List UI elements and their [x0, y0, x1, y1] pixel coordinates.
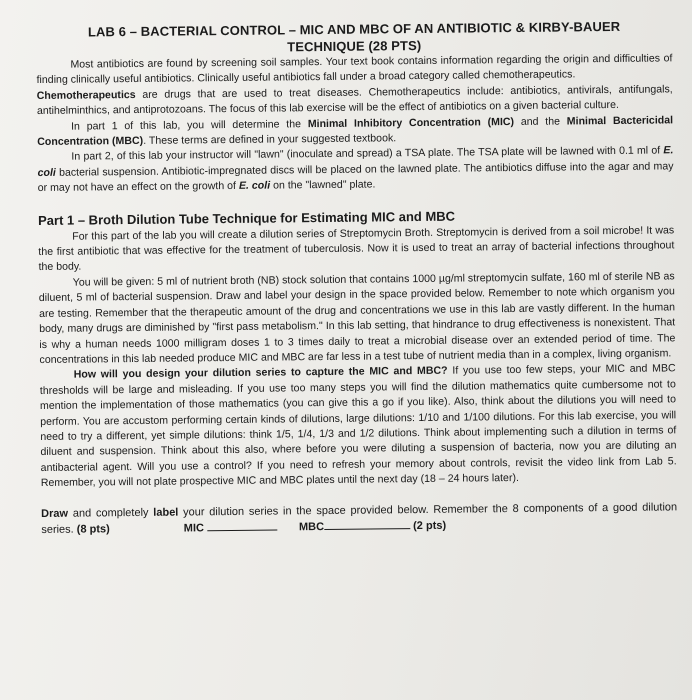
part1-paragraph-3-text: If you use too few steps, your MIC and MBC thresholds will be large and misleading. If you use too many steps you will find the dilution mathematics quite cumbersome not to mention the implementation of those mathematics (you can give this a go if you like). Also, think about the dilutions you will need to perform. You are accustom performing certain kinds of dilutions, large dilutions: 1/10 and 1/100 dilutions. For this lab exercise, you will need to try a different, yet simple dilutions: think 1/5, 1/4, 1/3 and 1/2 dilutions. Think about implementing such a dilution in terms of diluent and suspension. Think about this also, where before you were diluting a suspension of bacteria, now you are diluting an antibacterial agent. Will you use a control? If you need to refresh your memory about controls, revisit the video link from Lab 5. Remember, you will not plate prospective MIC and MBC plates until the next day (18 – 24 hours later). [39, 362, 677, 490]
draw-instruction [41, 499, 677, 538]
part1-paragraph-1: For this part of the lab you will create a dilution series of Streptomycin Broth. Streptomycin is derived from a soil microbe! It was the first antibiotic that was effective for the treatment of tuberculosis. Now it is used to treat an array of bacterial infections throughout the body. [38, 223, 675, 274]
doc-title-line2: TECHNIQUE (28 PTS) [287, 37, 422, 55]
organism-name: E. coli [37, 144, 674, 179]
part1-paragraph-2: You will be given: 5 ml of nutrient broth (NB) stock solution that contains 1000 µg/ml streptomycin sulfate, 160 ml of sterile NB as diluent, 5 ml of bacterial suspension. Draw and label your design in the space provided below. Remember to note which organism you are testing. Remember that the therapeutic amount of the drug and concentrations we use in this lab are vastly different. In the human body, many drugs are diminished by "first pass metabolism." In this lab setting, that hindrance to drug effectiveness is nonexistent. That is why a human needs 1000 milligram doses 1 to 3 times daily to treat a microbial disease over an extended period of time. The concentrations in this lab needed produce MIC and MBC are far less in a test tube of nutrient media than in a complex, living organism. [38, 270, 676, 366]
draw-text-1: and completely [67, 506, 154, 520]
intro-p3-text-a: In part 1 of this lab, you will determine the [71, 117, 308, 133]
mbc-answer-blank[interactable] [324, 518, 410, 530]
design-question: How will you design your dilution series to capture the MIC and MBC? [73, 365, 448, 381]
label-word: label [153, 506, 179, 519]
mic-answer-label: MIC [183, 521, 204, 535]
part1-heading: Part 1 – Broth Dilution Tube Technique for Estimating MIC and MBC [37, 208, 456, 228]
mbc-term: Minimal Bactericidal Concentration (MBC) [37, 113, 674, 149]
intro-paragraph-1: Most antibiotics are found by screening soil samples. Your text book contains information regarding the origin and difficulties of finding clinically useful antibiotics. Clinically useful antibiotics fall under a broad category called chemotherapeutics. [36, 52, 673, 87]
intro-p3-text-b: and the [513, 115, 567, 128]
part1-paragraph-3 [40, 362, 677, 492]
intro-p4-text-b: bacterial suspension. Antibiotic-impregnated discs will be placed on the lawned plate. The antibiotics diffuse into the agar and may or may not have an effect on the growth of [37, 160, 674, 195]
doc-title-line1: LAB 6 – BACTERIAL CONTROL – MIC AND MBC OF AN ANTIBIOTIC & KIRBY-BAUER [87, 18, 621, 40]
intro-paragraph-2-text: are drugs that are used to treat diseases. Chemotherapeutics include: antibiotics, antivirals, antifungals, antihelminthics, and antiprotozoans. The focus of this lab exercise will be the effect of antibiotics on a given bacterial culture. [36, 83, 673, 118]
mic-mbc-points: (2 pts) [413, 519, 447, 532]
draw-text-2: your dilution series in the space provided below. Remember the 8 components of a good dilution series. [41, 500, 678, 536]
organism-name: E. coli [238, 179, 271, 193]
draw-points: (8 pts) [76, 522, 110, 536]
draw-word: Draw [41, 507, 69, 520]
intro-paragraph-4 [37, 144, 673, 197]
chemotherapeutics-term: Chemotherapeutics [36, 88, 136, 102]
mic-answer-blank[interactable] [207, 519, 277, 531]
intro-p3-text-c: . These terms are defined in your suggested textbook. [143, 132, 397, 147]
mbc-answer-label: MBC [298, 520, 325, 533]
mic-term: Minimal Inhibitory Concentration (MIC) [307, 115, 515, 130]
document-content [36, 17, 677, 537]
intro-p4-text-a: In part 2, of this lab your instructor will "lawn" (inoculate and spread) a TSA plate. The TSA plate will be lawned with 0.1 ml of [71, 144, 664, 164]
intro-p4-text-c: on the "lawned" plate. [270, 178, 376, 192]
